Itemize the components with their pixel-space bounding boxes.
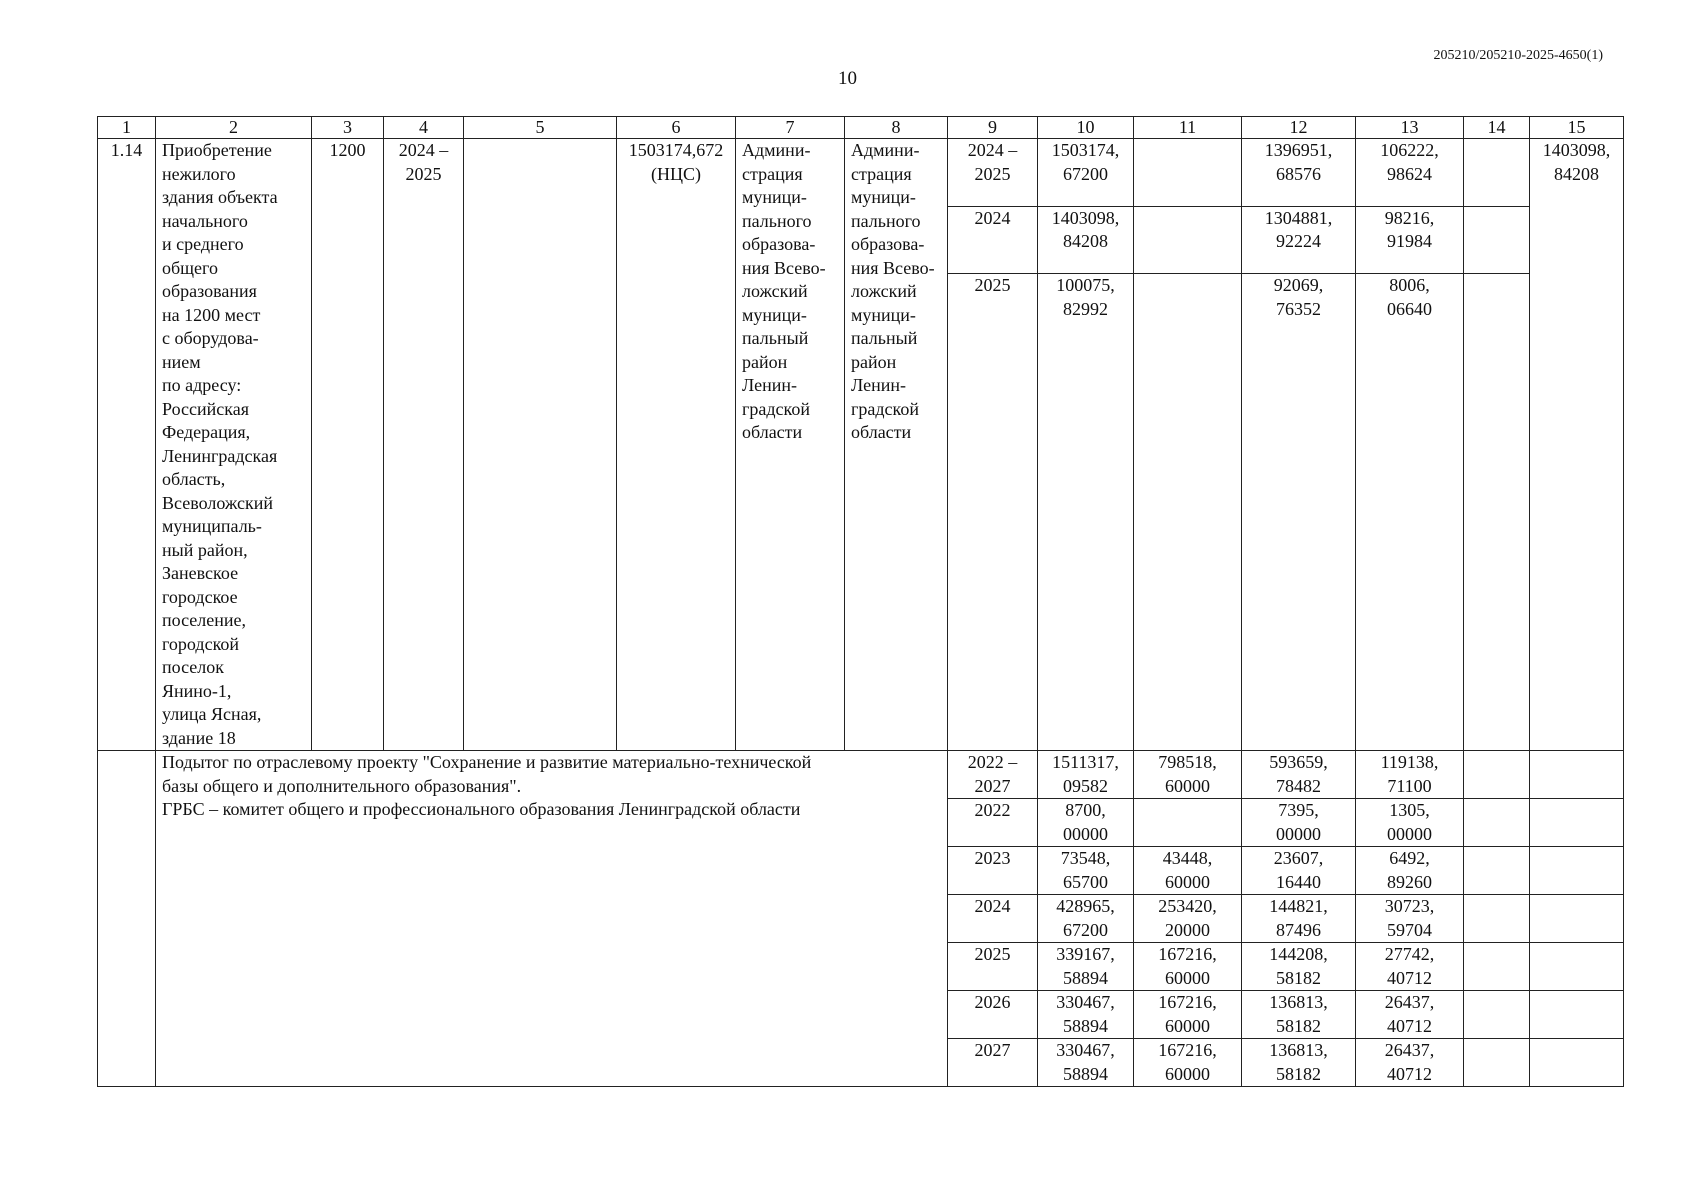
subtotal-col15 [1530,1039,1624,1087]
year-cell: 2025 [948,274,1038,751]
amount-total: 1503174, 67200 [1038,139,1134,207]
col-header-8: 8 [845,117,948,139]
item-col5 [464,139,617,751]
year-cell: 2024 – 2025 [948,139,1038,207]
item-period: 2024 – 2025 [384,139,464,751]
subtotal-label: Подытог по отраслевому проекту "Сохранение и развитие материально-технической базы общего и дополнительного образования". ГРБС – комитет общего и профессионального образования Ленинградской области [156,751,948,1087]
amount-federal [1134,799,1242,847]
col-header-4: 4 [384,117,464,139]
amount-federal [1134,139,1242,207]
amount-regional: 593659, 78482 [1242,751,1356,799]
amount-total: 330467, 58894 [1038,991,1134,1039]
col-header-1: 1 [98,117,156,139]
amount-other [1464,895,1530,943]
amount-other [1464,991,1530,1039]
amount-regional: 1304881, 92224 [1242,206,1356,274]
subtotal-col15 [1530,847,1624,895]
amount-other [1464,799,1530,847]
col-header-11: 11 [1134,117,1242,139]
amount-regional: 92069, 76352 [1242,274,1356,751]
item-customer: Админи- страция муници- пального образова- ния Всево- ложский муници- пальный район Ленин- градской области [736,139,845,751]
amount-local: 106222, 98624 [1356,139,1464,207]
item-row [98,139,1624,207]
amount-regional: 136813, 58182 [1242,991,1356,1039]
item-cost: 1503174,672 (НЦС) [617,139,736,751]
subtotal-number [98,751,156,1087]
amount-other [1464,943,1530,991]
col-header-7: 7 [736,117,845,139]
year-cell: 2024 [948,206,1038,274]
amount-total: 100075, 82992 [1038,274,1134,751]
amount-other [1464,206,1530,274]
amount-regional: 23607, 16440 [1242,847,1356,895]
item-name: Приобретение нежилого здания объекта начального и среднего общего образования на 1200 мест с оборудова- нием по адресу: Российская Федерация, Ленинградская область, Всеволожский муниципаль- ный район, Заневское городское поселение, городской поселок Янино-1, улица Ясная, здание 18 [156,139,312,751]
amount-federal [1134,206,1242,274]
item-recipient: Админи- страция муници- пального образова- ния Всево- ложский муници- пальный район Ленин- градской области [845,139,948,751]
amount-total: 73548, 65700 [1038,847,1134,895]
amount-total: 8700, 00000 [1038,799,1134,847]
amount-other [1464,1039,1530,1087]
col-header-12: 12 [1242,117,1356,139]
item-capacity: 1200 [312,139,384,751]
year-cell: 2026 [948,991,1038,1039]
amount-local: 119138, 71100 [1356,751,1464,799]
column-number-row [98,117,1624,139]
amount-total: 339167, 58894 [1038,943,1134,991]
amount-federal: 167216, 60000 [1134,1039,1242,1087]
year-cell: 2022 – 2027 [948,751,1038,799]
item-number: 1.14 [98,139,156,751]
col-header-5: 5 [464,117,617,139]
year-cell: 2024 [948,895,1038,943]
amount-total: 1511317, 09582 [1038,751,1134,799]
subtotal-col15 [1530,943,1624,991]
amount-federal: 43448, 60000 [1134,847,1242,895]
page-number: 10 [838,68,857,89]
amount-other [1464,751,1530,799]
budget-table [97,116,1624,1087]
amount-local: 1305, 00000 [1356,799,1464,847]
amount-local: 6492, 89260 [1356,847,1464,895]
col-header-14: 14 [1464,117,1530,139]
amount-other [1464,274,1530,751]
document-id: 205210/205210-2025-4650(1) [1433,48,1603,63]
amount-other [1464,847,1530,895]
col-header-6: 6 [617,117,736,139]
subtotal-row [98,751,1624,799]
amount-other [1464,139,1530,207]
item-col15: 1403098, 84208 [1530,139,1624,751]
amount-federal: 253420, 20000 [1134,895,1242,943]
col-header-10: 10 [1038,117,1134,139]
amount-regional: 136813, 58182 [1242,1039,1356,1087]
amount-federal: 798518, 60000 [1134,751,1242,799]
col-header-15: 15 [1530,117,1624,139]
amount-federal [1134,274,1242,751]
amount-regional: 1396951, 68576 [1242,139,1356,207]
amount-local: 26437, 40712 [1356,1039,1464,1087]
amount-local: 30723, 59704 [1356,895,1464,943]
amount-regional: 144821, 87496 [1242,895,1356,943]
amount-regional: 144208, 58182 [1242,943,1356,991]
subtotal-col15 [1530,991,1624,1039]
amount-federal: 167216, 60000 [1134,943,1242,991]
year-cell: 2025 [948,943,1038,991]
amount-local: 26437, 40712 [1356,991,1464,1039]
amount-total: 1403098, 84208 [1038,206,1134,274]
year-cell: 2027 [948,1039,1038,1087]
amount-federal: 167216, 60000 [1134,991,1242,1039]
amount-regional: 7395, 00000 [1242,799,1356,847]
amount-local: 8006, 06640 [1356,274,1464,751]
subtotal-col15 [1530,799,1624,847]
subtotal-col15 [1530,751,1624,799]
col-header-2: 2 [156,117,312,139]
col-header-3: 3 [312,117,384,139]
amount-local: 27742, 40712 [1356,943,1464,991]
amount-total: 330467, 58894 [1038,1039,1134,1087]
year-cell: 2022 [948,799,1038,847]
col-header-13: 13 [1356,117,1464,139]
amount-local: 98216, 91984 [1356,206,1464,274]
year-cell: 2023 [948,847,1038,895]
subtotal-col15 [1530,895,1624,943]
amount-total: 428965, 67200 [1038,895,1134,943]
col-header-9: 9 [948,117,1038,139]
